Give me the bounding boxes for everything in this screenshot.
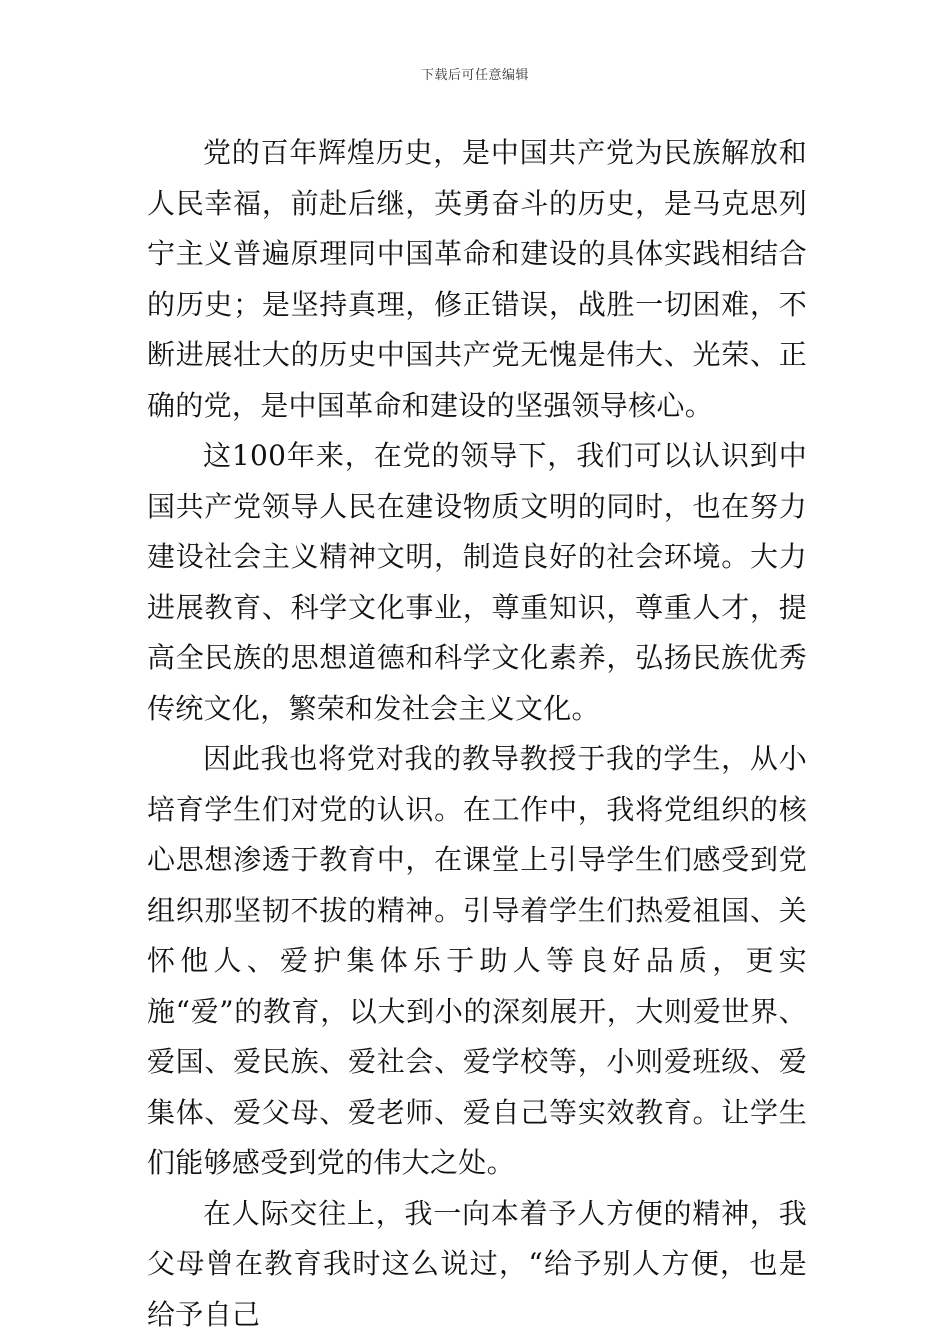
document-body [147, 128, 807, 1340]
paragraph-3: 因此我也将党对我的教导教授于我的学生，从小培育学生们对党的认识。在工作中，我将党组织的核心思想渗透于教育中，在课堂上引导学生们感受到党组织那坚韧不拔的精神。引导着学生们热爱祖国、关怀他人、爱护集体乐于助人等良好品质，更实施“爱”的教育，以大到小的深刻展开，大则爱世界、爱国、爱民族、爱社会、爱学校等，小则爱班级、爱集体、爱父母、爱老师、爱自己等实效教育。让学生们能够感受到党的伟大之处。 [147, 742, 807, 1179]
page-header-note: 下载后可任意编辑 [420, 68, 529, 83]
paragraph-1: 党的百年辉煌历史，是中国共产党为民族解放和人民幸福，前赴后继，英勇奋斗的历史，是马克思列宁主义普遍原理同中国革命和建设的具体实践相结合的历史；是坚持真理，修正错误，战胜一切困难，不断进展壮大的历史中国共产党无愧是伟大、光荣、正确的党，是中国革命和建设的坚强领导核心。 [147, 136, 807, 422]
paragraph-2: 这100年来，在党的领导下，我们可以认识到中国共产党领导人民在建设物质文明的同时，也在努力建设社会主义精神文明，制造良好的社会环境。大力进展教育、科学文化事业，尊重知识，尊重人才，提高全民族的思想道德和科学文化素养，弘扬民族优秀传统文化，繁荣和发社会主义文化。 [147, 439, 807, 725]
paragraph-4: 在人际交往上，我一向本着予人方便的精神，我父母曾在教育我时这么说过，“给予别人方便，也是给予自己 [147, 1196, 807, 1331]
